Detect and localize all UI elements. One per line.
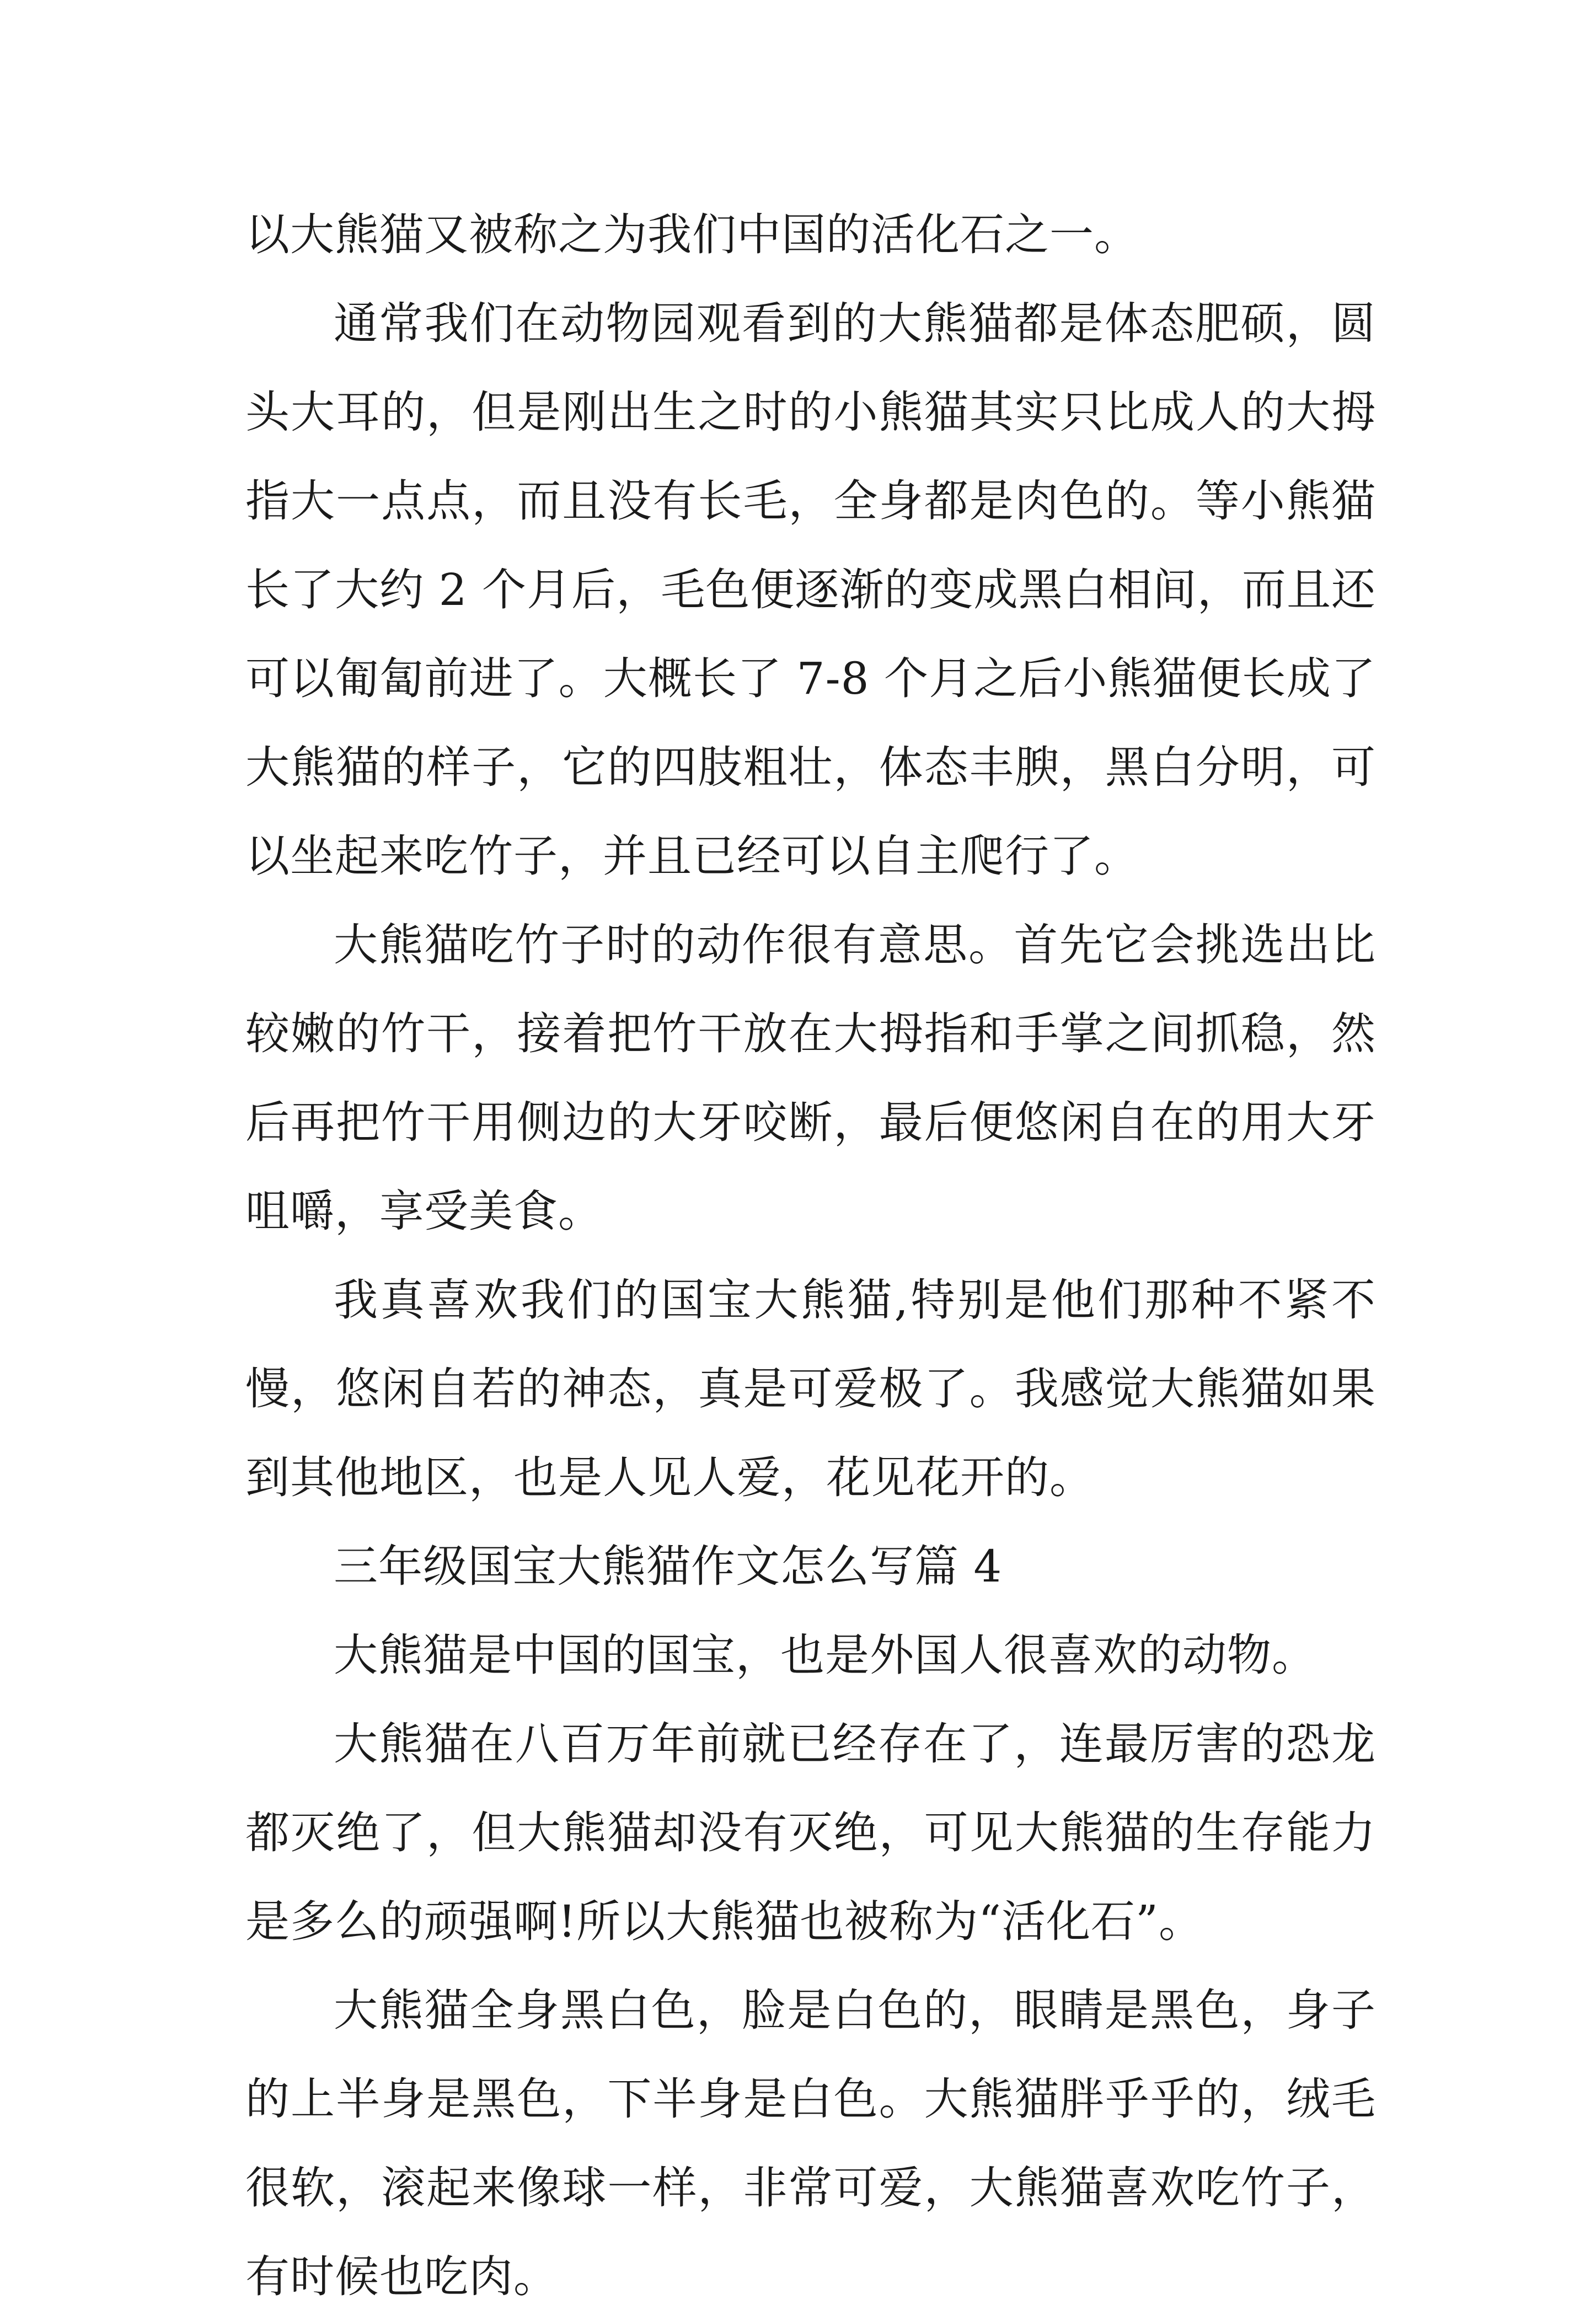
paragraph-appearance: 大熊猫全身黑白色，脸是白色的，眼睛是黑色，身子的上半身是黑色，下半身是白色。大熊猫胖乎乎的，绒毛很软，滚起来像球一样，非常可爱，大熊猫喜欢吃竹子，有时候也吃肉。 bbox=[245, 1985, 1376, 2302]
section-heading: 三年级国宝大熊猫作文怎么写篇 4 bbox=[334, 1541, 1003, 1592]
paragraph-national-treasure: 大熊猫是中国的国宝，也是外国人很喜欢的动物。 bbox=[334, 1629, 1316, 1681]
paragraph-panda-eating: 大熊猫吃竹子时的动作很有意思。首先它会挑选出比较嫩的竹干，接着把竹干放在大拇指和手掌之间抓稳，然后再把竹干用侧边的大牙咬断，最后便悠闲自在的用大牙咀嚼，享受美食。 bbox=[245, 919, 1376, 1237]
paragraph-continuation: 以大熊猫又被称之为我们中国的活化石之一。 bbox=[245, 209, 1139, 260]
paragraph-living-fossil: 大熊猫在八百万年前就已经存在了，连最厉害的恐龙都灭绝了，但大熊猫却没有灭绝，可见大熊猫的生存能力是多么的顽强啊!所以大熊猫也被称为“活化石”。 bbox=[245, 1718, 1376, 1947]
document-body bbox=[245, 190, 1376, 2321]
paragraph-panda-growth: 通常我们在动物园观看到的大熊猫都是体态肥硕，圆头大耳的，但是刚出生之时的小熊猫其实只比成人的大拇指大一点点，而且没有长毛，全身都是肉色的。等小熊猫长了大约 2 个月后，毛色便逐渐的变成黑白相间，而且还可以匍匐前进了。大概长了 7-8 个月之后小熊猫便长成了大熊猫的样子，它的四肢粗壮，体态丰腴，黑白分明，可以坐起来吃竹子，并且已经可以自主爬行了。 bbox=[245, 298, 1376, 882]
paragraph-panda-love: 我真喜欢我们的国宝大熊猫,特别是他们那种不紧不慢，悠闲自若的神态，真是可爱极了。我感觉大熊猫如果到其他地区，也是人见人爱，花见花开的。 bbox=[245, 1274, 1376, 1503]
